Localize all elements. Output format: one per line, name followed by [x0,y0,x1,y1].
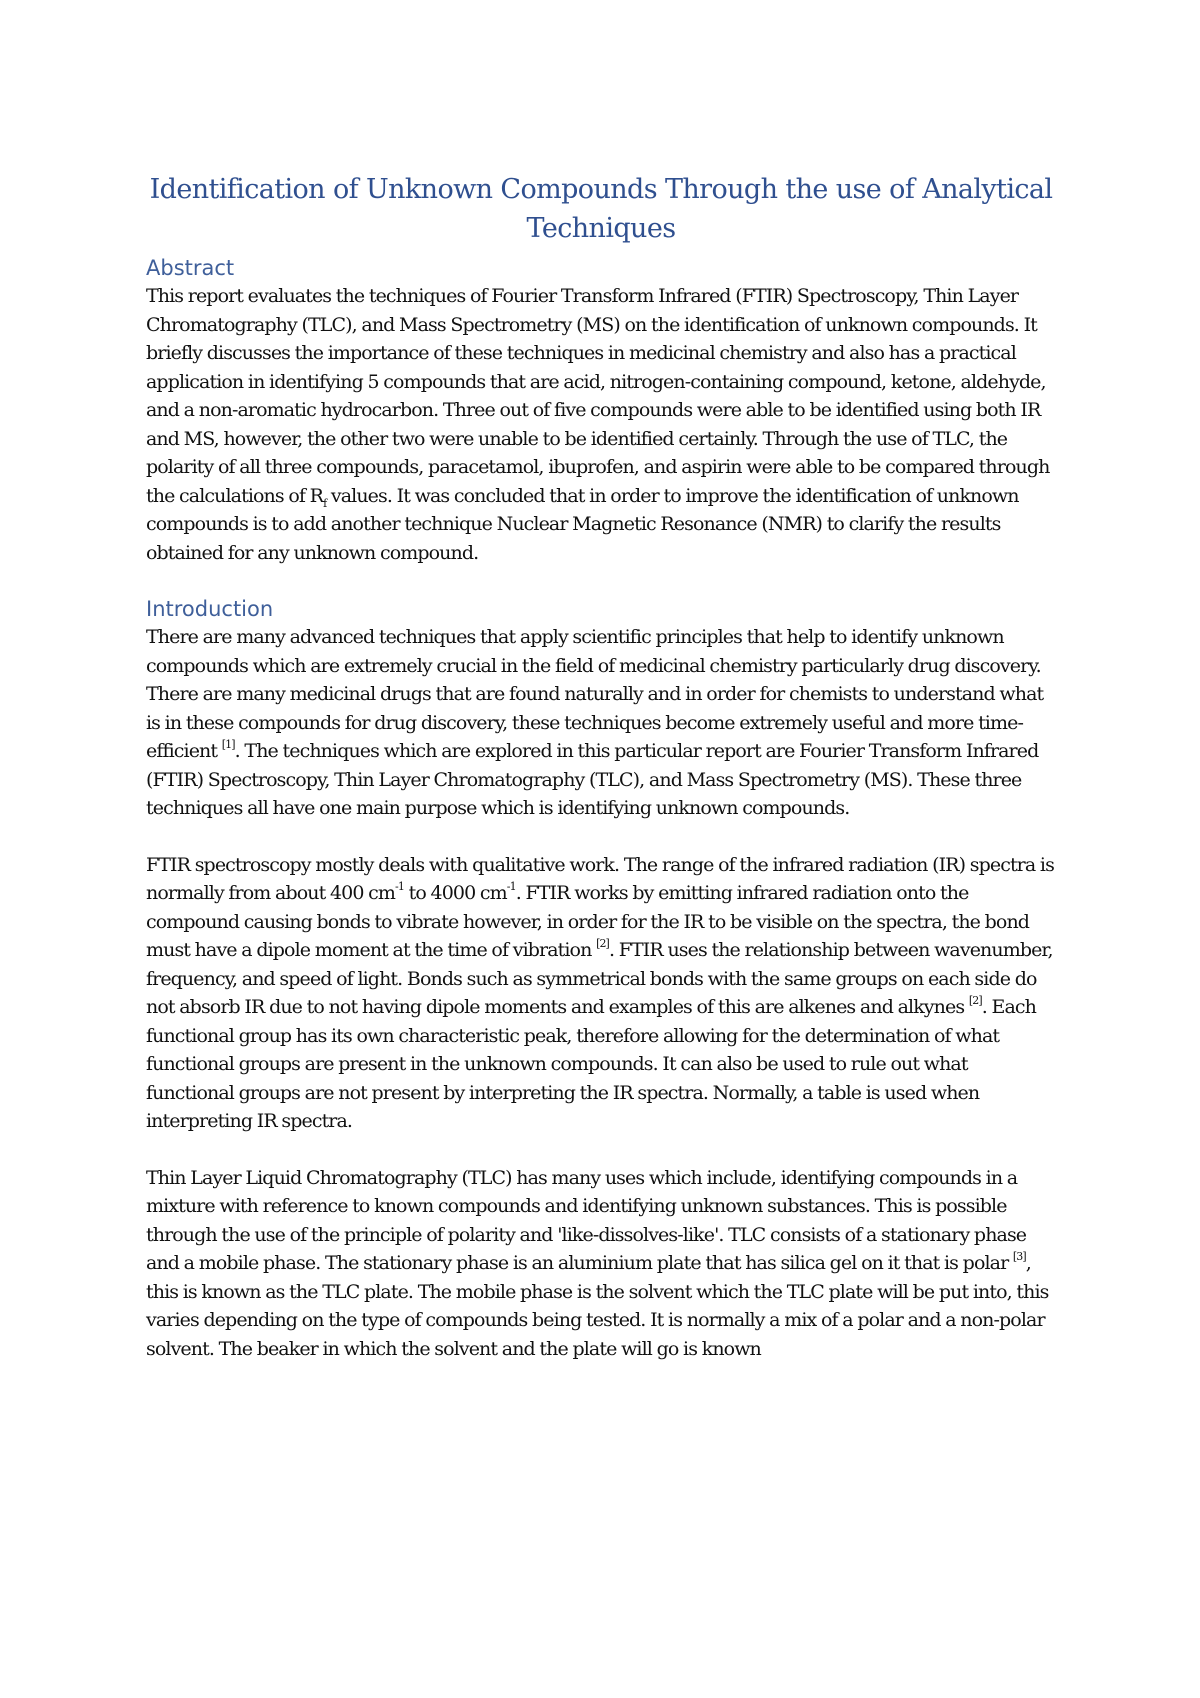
citation-ref: [2] [968,993,982,1007]
paragraph-spacer [146,823,1056,851]
text-run: Thin Layer Liquid Chromatography (TLC) has many uses which include, identifying compounds in a mixture with reference to known compounds and identifying unknown substances. This is possible through the use of the principle of polarity and 'like-dissolves-like'. TLC consists of a stationary phase and a mobile phase. The stationary phase is an aluminium plate that has silica gel on it that is polar [146,1166,1027,1274]
text-run: , this is known as the TLC plate. The mobile phase is the solvent which the TLC plate will be put into, this varies depending on the type of compounds being tested. It is normally a mix of a polar and a non-polar solvent. The beaker in which the solvent and the plate will go is known [146,1252,1049,1360]
citation-ref: [3] [1012,1249,1026,1263]
text-run: . FTIR uses the relationship between wavenumber, frequency, and speed of light. Bonds such as symmetrical bonds with the same groups on each side do not absorb IR due to not having dipole moments and examples of this are alkenes and alkynes [146,939,1053,1018]
citation-ref: [2] [596,936,609,950]
text-run: to 4000 cm [403,882,507,904]
text-run: . The techniques which are explored in this particular report are Fourier Transform Infrared (FTIR) Spectroscopy, Thin Layer Chromatography (TLC), and Mass Spectrometry (MS). These three techniques all have one main purpose which is identifying unknown compounds. [146,740,1039,819]
introduction-paragraph-1 [146,623,1056,823]
subscript-f: f [323,496,327,510]
ftir-paragraph [146,851,1056,1136]
abstract-paragraph [146,282,1056,567]
document-body [146,170,1056,1363]
text-run: . FTIR works by emitting infrared radiation onto the compound causing bonds to vibrate however, in order for the IR to be visible on the spectra, the bond must have a dipole moment at the time of vibration [146,882,1030,961]
text-run: values. It was concluded that in order to improve the identification of unknown compounds is to add another technique Nuclear Magnetic Resonance (NMR) to clarify the results obtained for any unknown compound. [146,484,1019,564]
tlc-paragraph [146,1164,1056,1364]
paragraph-spacer [146,1136,1056,1164]
abstract-heading: Abstract [146,256,235,280]
superscript-exponent: -1 [506,879,516,893]
superscript-exponent: -1 [395,879,404,893]
text-run: FTIR spectroscopy mostly deals with qualitative work. The range of the infrared radiation (IR) spectra is normally from about 400 cm [146,853,1054,904]
introduction-heading: Introduction [146,597,274,621]
text-run: . Each functional group has its own characteristic peak, therefore allowing for the determination of what functional groups are present in the unknown compounds. It can also be used to rule out what functional groups are not present by interpreting the IR spectra. Normally, a table is used when interpreting IR spectra. [146,996,1036,1132]
document-title: Identification of Unknown Compounds Through the use of Analytical Techniques [149,174,1053,244]
text-run: This report evaluates the techniques of Fourier Transform Infrared (FTIR) Spectroscopy, Thin Layer Chromatography (TLC), and Mass Spectrometry (MS) on the identification of unknown compounds. It briefly discusses the importance of these techniques in medicinal chemistry and also has a practical application in identifying 5 compounds that are acid, nitrogen-containing compound, ketone, aldehyde, and a non-aromatic hydrocarbon. Three out of five compounds were able to be identified using both IR and MS, however, the other two were unable to be identified certainly. Through the use of TLC, the polarity of all three compounds, paracetamol, ibuprofen, and aspirin were able to be compared through the calculations of R [146,285,1050,507]
section-spacer [146,567,1056,595]
text-run: There are many advanced techniques that apply scientific principles that help to identify unknown compounds which are extremely crucial in the field of medicinal chemistry particularly drug discovery. There are many medicinal drugs that are found naturally and in order for chemists to understand what is in these compounds for drug discovery, these techniques become extremely useful and more time-efficient [146,626,1044,762]
citation-ref: [1] [221,737,235,751]
